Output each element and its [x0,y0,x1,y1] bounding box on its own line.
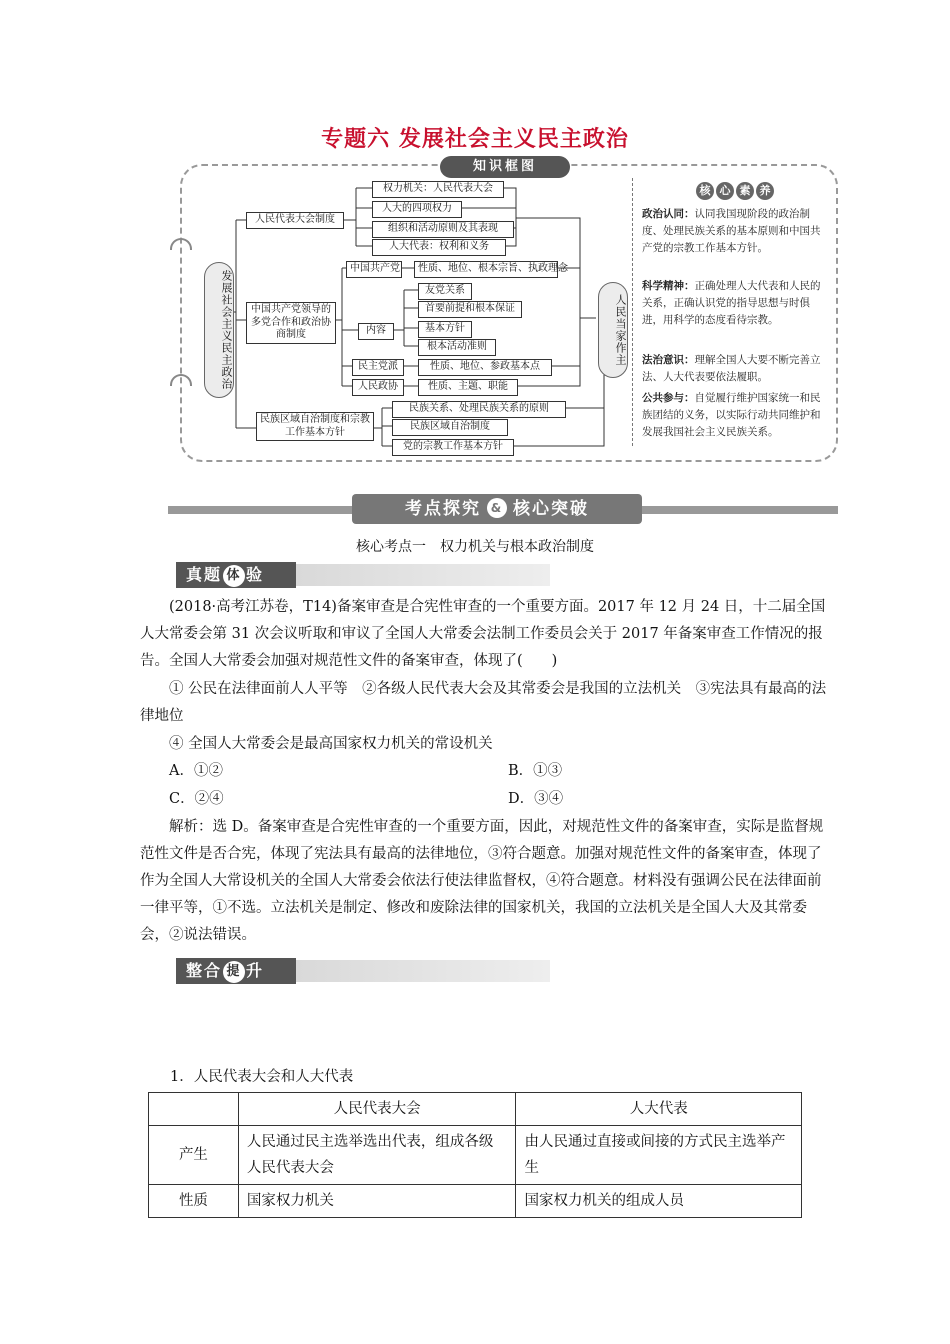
table-cell: 国家权力机关的组成人员 [516,1185,802,1218]
node-n1-item: 权力机关：人民代表大会 [372,181,504,198]
table-cell: 性质 [149,1185,239,1218]
framework-heading: 知识框图 [440,156,570,178]
node-content-item: 基本方针 [418,321,472,338]
tag-real-questions: 真题 体 验 [176,562,296,588]
node-n3-item: 党的宗教工作基本方针 [392,439,514,456]
tag-integration: 整合 提 升 [176,958,296,984]
page-title: 专题六 发展社会主义民主政治 [321,127,629,152]
table-cell: 产生 [149,1126,239,1185]
table-row [149,1126,802,1185]
option-b: B．①③ [508,763,563,779]
answer-analysis: 解析：选 D。备案审查是合宪性审查的一个重要方面，因此，对规范性文件的备案审查，实际是监督规范性文件是否合宪，体现了宪法具有最高的法律地位，③符合题意。加强对规范性文件的备案审查，体现了作为全国人大常设机关的全国人大常委会依法行使法律监督权，④符合题意。材料没有强调公民在法律面前一律平等，①不选。立法机关是制定、修改和废除法律的国家机关，我国的立法机关是全国人大及其常委会，②说法错误。 [140,819,824,943]
framework-root: 发展社会主义民主政治 [204,262,234,398]
section-1-title: 1．人民代表大会和人大代表 [170,1069,354,1085]
node-n1-item: 组织和活动原则及其表现 [372,221,514,238]
core-item: 公共参与：自觉履行维护国家统一和民族团结的义务，以实际行动共同维护和发展我国社会主义民族关系。 [642,392,821,438]
node-ccp-item: 性质、地位、根本宗旨、执政理念 [414,261,558,278]
node-cppcc: 人民政协 [352,379,404,396]
node-multiparty-system: 中国共产党领导的多党合作和政治协商制度 [246,302,336,344]
table-header: 人大代表 [516,1093,802,1126]
node-parties-item: 性质、地位、参政基本点 [418,359,552,376]
node-cppcc-item: 性质、主题、职能 [418,379,518,396]
node-n1-item: 人大的四项权力 [372,201,462,218]
node-content-item: 友党关系 [418,283,472,300]
node-content: 内容 [358,323,394,340]
framework-divider [632,178,633,446]
core-literacy-heading: 核 心 素 养 [690,181,780,201]
table-cell: 人民通过民主选举选出代表，组成各级人民代表大会 [238,1126,516,1185]
table-cell: 国家权力机关 [238,1185,516,1218]
framework-right-label: 人民当家作主 [598,282,628,378]
table-cell [149,1093,239,1126]
option-d: D．③④ [508,791,564,807]
question-stem: (2018·高考江苏卷，T14)备案审查是合宪性审查的一个重要方面。2017 年 12 月 24 日，十二届全国人大常委会第 31 次会议听取和审议了全国人大常委会法制工作委员会关于 2017 年备案审查工作情况的报告。全国人大常委会加强对规范性文件的备案审查，体现了( ) [140,599,826,669]
core-item: 科学精神：正确处理人大代表和人民的关系，正确认识党的指导思想与时俱进，用科学的态度看待宗教。 [642,280,821,326]
option-c: C．②④ [169,791,224,807]
question-items: ① 公民在法律面前人人平等 ②各级人民代表大会及其常委会是我国的立法机关 ③宪法具有最高的法律地位 [140,681,827,724]
question-item-4: ④ 全国人大常委会是最高国家权力机关的常设机关 [169,736,493,752]
node-ethnic-religion: 民族区域自治制度和宗教工作基本方针 [256,412,374,441]
node-ccp: 中国共产党 [346,261,402,278]
core-item: 法治意识：理解全国人大要不断完善立法、人大代表要依法履职。 [642,354,821,383]
section-banner: 考点探究 & 核心突破 [352,494,642,524]
node-n3-item: 民族关系、处理民族关系的原则 [392,401,566,418]
section-subheading: 核心考点一 权力机关与根本政治制度 [356,539,594,555]
table-row [149,1185,802,1218]
node-democratic-parties: 民主党派 [352,359,404,376]
table-header-row [149,1093,802,1126]
node-npc-system: 人民代表大会制度 [246,212,344,229]
option-a: A．①② [169,763,223,779]
node-n3-item: 民族区域自治制度 [392,419,508,436]
node-n1-item: 人大代表：权利和义务 [372,239,506,256]
node-content-item: 首要前提和根本保证 [418,301,522,318]
comparison-table [148,1092,802,1218]
table-cell: 由人民通过直接或间接的方式民主选举产生 [516,1126,802,1185]
core-item: 政治认同：认同我国现阶段的政治制度、处理民族关系的基本原则和中国共产党的宗教工作基本方针。 [642,208,821,254]
node-content-item: 根本活动准则 [418,339,496,356]
table-header: 人民代表大会 [238,1093,516,1126]
